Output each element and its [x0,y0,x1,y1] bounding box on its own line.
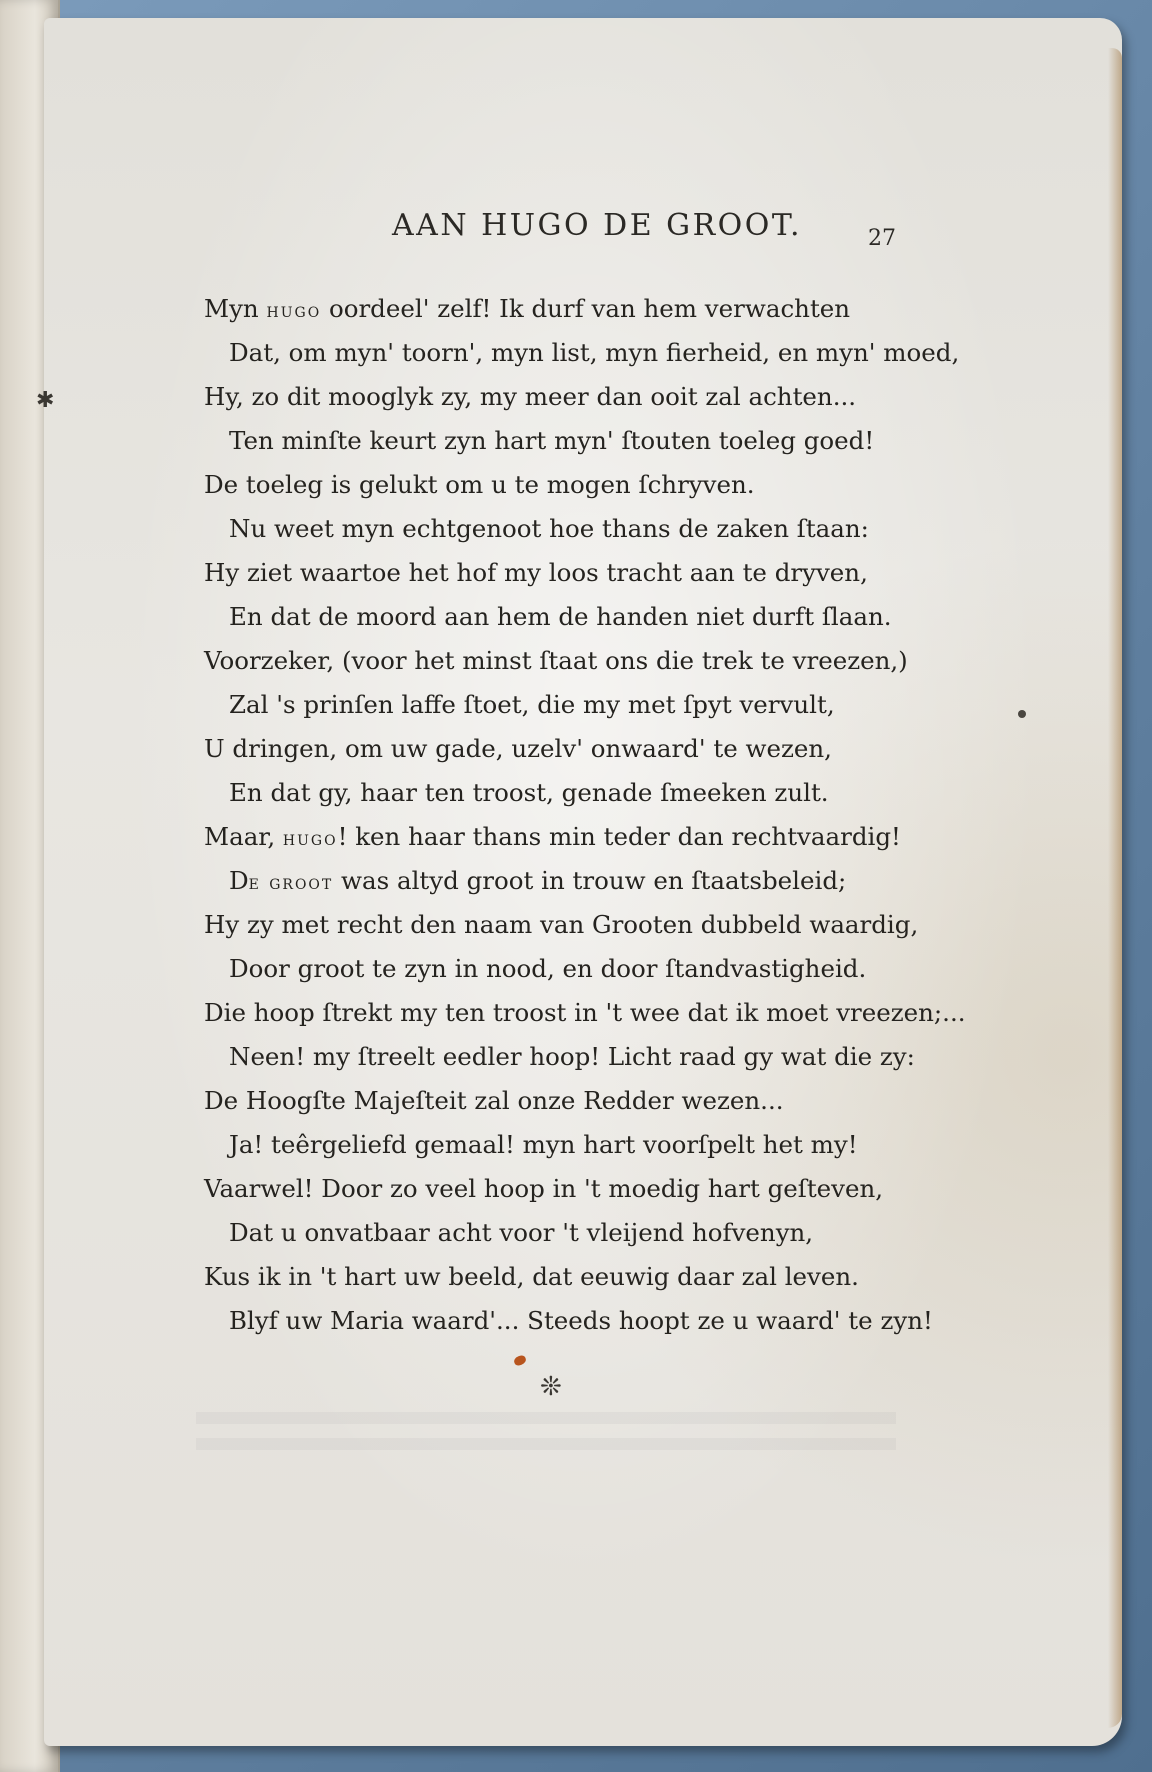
poem-line: Blyf uw Maria waard'... Steeds hoopt ze u waard' te zyn! [229,1306,933,1335]
book-page [44,18,1122,1746]
poem-line: Myn hugo oordeel' zelf! Ik durf van hem verwachten [204,294,851,323]
poem-line: Door groot te zyn in nood, en door ſtandvastigheid. [229,954,867,983]
poem-line: Nu weet myn echtgenoot hoe thans de zaken ſtaan: [229,514,869,543]
show-through-text [196,1412,896,1452]
page-fore-edge [1108,48,1122,1728]
poem-line: Vaarwel! Door zo veel hoop in 't moedig hart geſteven, [204,1174,884,1203]
poem-line: Hy zy met recht den naam van Grooten dubbeld waardig, [204,910,919,939]
poem-line: Zal 's prinſen laffe ſtoet, die my met ſpyt vervult, [229,690,835,719]
poem-line: Maar, hugo! ken haar thans min teder dan rechtvaardig! [204,822,901,851]
poem-line: Kus ik in 't hart uw beeld, dat eeuwig daar zal leven. [204,1262,859,1291]
poem-line: U dringen, om uw gade, uzelv' onwaard' te wezen, [204,734,832,763]
poem-line: Ten minſte keurt zyn hart myn' ſtouten toeleg goed! [229,426,875,455]
poem-line: Hy, zo dit mooglyk zy, my meer dan ooit zal achten... [204,382,857,411]
poem-line: Neen! my ſtreelt eedler hoop! Licht raad gy wat die zy: [229,1042,915,1071]
poem-line: Ja! teêrgeliefd gemaal! myn hart voorſpelt het my! [229,1130,858,1159]
ink-dot [1018,710,1026,718]
poem-line: Voorzeker, (voor het minst ſtaat ons die trek te vreezen,) [204,646,908,675]
poem-line: Dat, om myn' toorn', myn list, myn fierheid, en myn' moed, [229,338,960,367]
poem-line: Dat u onvatbaar acht voor 't vleijend hofvenyn, [229,1218,814,1247]
poem-line: En dat de moord aan hem de handen niet durft ſlaan. [229,602,892,631]
poem-line: En dat gy, haar ten troost, genade ſmeeken zult. [229,778,829,807]
running-head [44,208,1122,243]
poem-line: De Hoogſte Majeſteit zal onze Redder wezen... [204,1086,784,1115]
poem-line: De groot was altyd groot in trouw en ſtaatsbeleid; [229,866,847,895]
paper-blemish-icon: ✱ [36,388,55,413]
poem-line: De toeleg is gelukt om u te mogen ſchryven. [204,470,755,499]
running-head-title: AAN HUGO DE GROOT. [391,208,803,243]
ornament-icon: ❊ [540,1372,562,1402]
page-number: 27 [868,226,896,251]
poem-line: Hy ziet waartoe het hof my loos tracht aan te dryven, [204,558,868,587]
poem-line: Die hoop ſtrekt my ten troost in 't wee dat ik moet vreezen;... [204,998,966,1027]
